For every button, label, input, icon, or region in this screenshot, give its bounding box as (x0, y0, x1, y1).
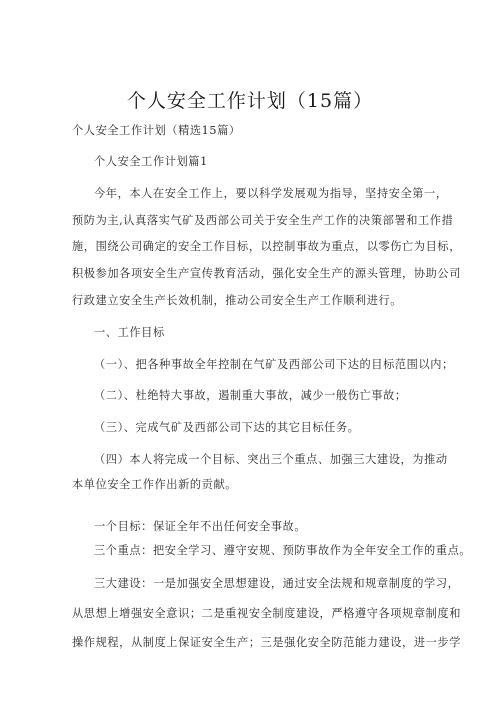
paragraph-line: 操作规程，从制度上保证安全生产；三是强化安全防范能力建设，进一步学 (72, 636, 461, 649)
goal-item: （二）、杜绝特大事故，遏制重大事故，减少一般伤亡事故； (94, 389, 407, 402)
three-focus-line: 三个重点：把安全学习、遵守安规、预防事故作为全年安全工作的重点。 (94, 544, 472, 557)
document-subtitle: 个人安全工作计划（精选15篇） (72, 124, 241, 137)
section-heading: 个人安全工作计划篇1 (94, 155, 208, 168)
goal-item-continuation: 本单位安全工作作出新的贡献。 (72, 478, 238, 491)
one-goal-line: 一个目标：保证全年不出任何安全事故。 (94, 520, 307, 533)
document-title: 个人安全工作计划（15篇） (126, 90, 374, 112)
paragraph-line: 积极参加各项安全生产宣传教育活动，强化安全生产的源头管理，协助公司 (72, 267, 461, 280)
paragraph-line: 今年，本人在安全工作上，要以科学发展观为指导，坚持安全第一， (94, 187, 448, 200)
goal-item: （三）、完成气矿及西部公司下达的其它目标任务。 (94, 421, 360, 434)
goal-item: （一）、把各种事故全年控制在气矿及西部公司下达的目标范围以内； (94, 358, 454, 371)
paragraph-line: 三大建设：一是加强安全思想建设，通过安全法规和规章制度的学习， (94, 577, 460, 590)
paragraph-line: 行政建立安全生产长效机制，推动公司安全生产工作顺利进行。 (72, 294, 403, 307)
paragraph-line: 施，围绕公司确定的安全工作目标，以控制事故为重点，以零伤亡为目标， (72, 240, 461, 253)
paragraph-line: 预防为主,认真落实气矿及西部公司关于安全生产工作的决策部署和工作措 (72, 214, 454, 227)
goal-item: （四）本人将完成一个目标、突出三个重点、加强三大建设，为推动 (94, 453, 448, 466)
paragraph-line: 从思想上增强安全意识；二是重视安全制度建设，严格遵守各项规章制度和 (72, 607, 461, 620)
goals-heading: 一、工作目标 (94, 326, 165, 339)
